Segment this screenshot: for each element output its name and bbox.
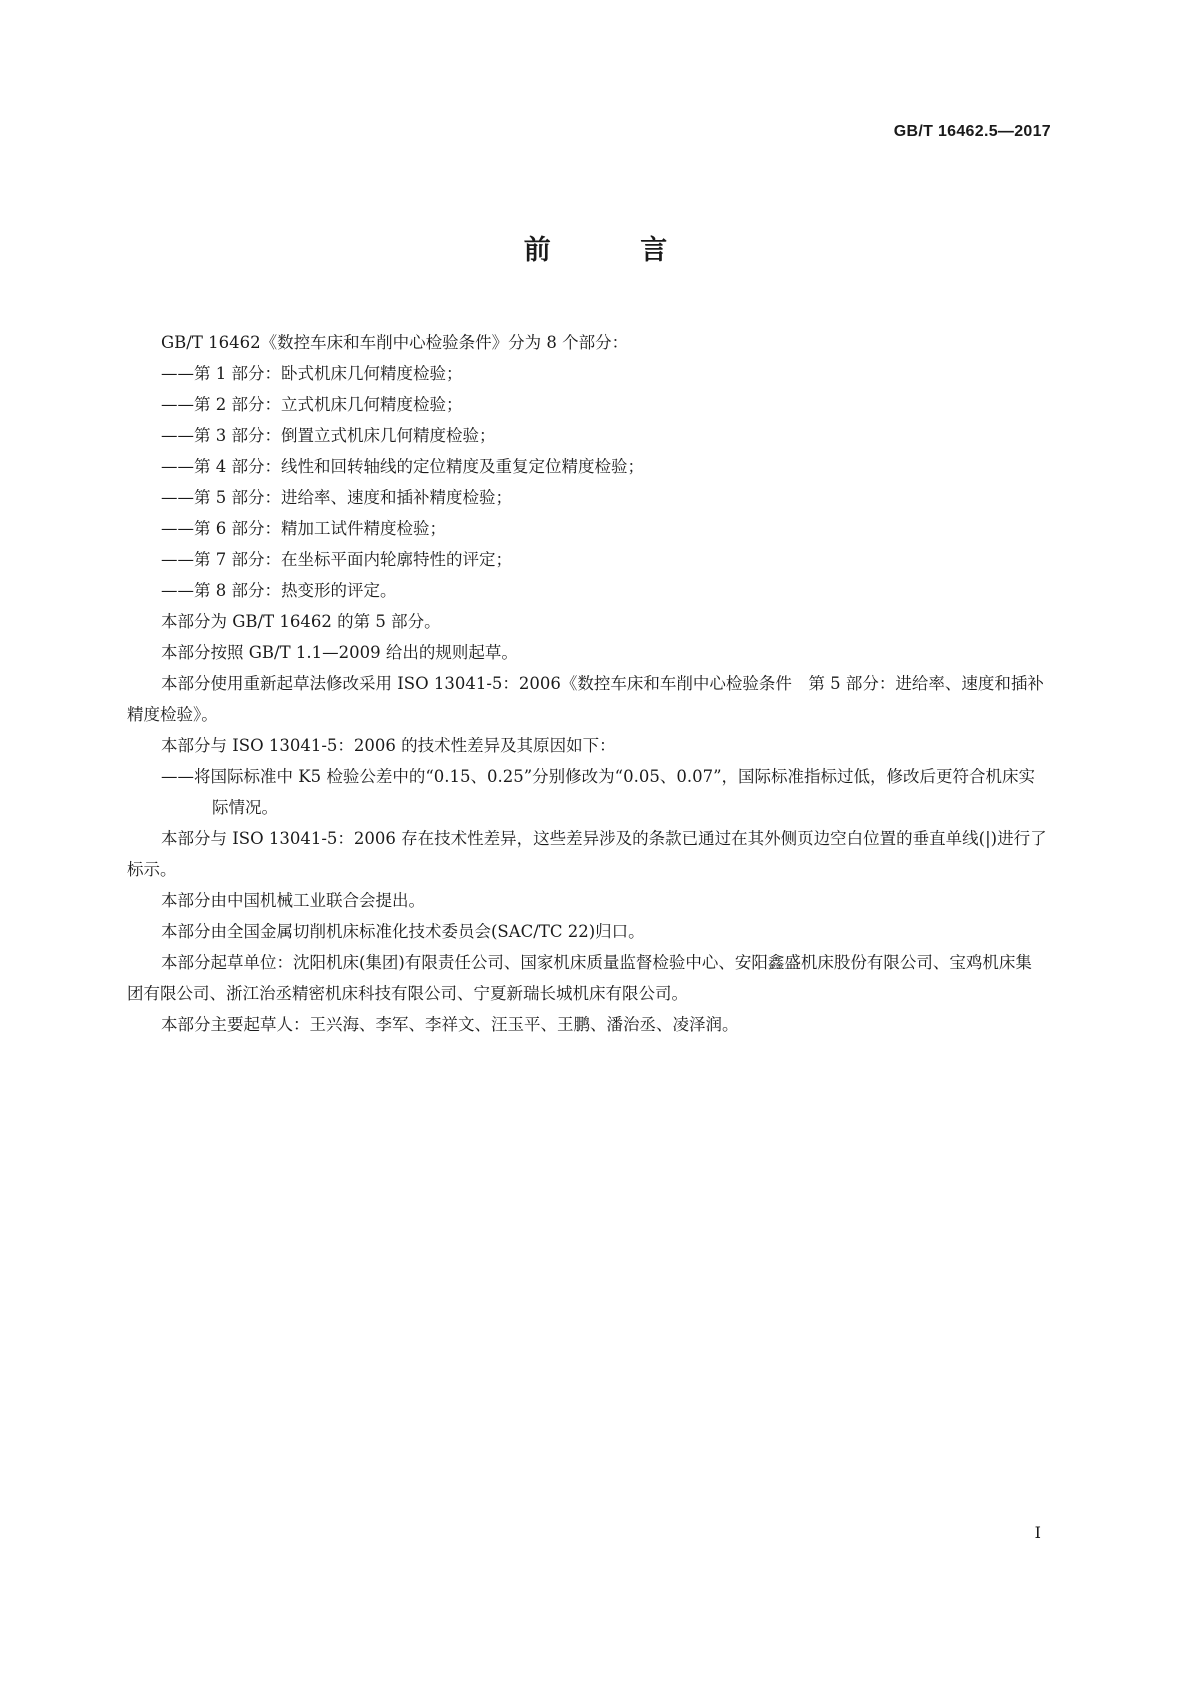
paragraph-proposer: 本部分由中国机械工业联合会提出。 [161,891,425,910]
list-item-part-8: ——第 8 部分：热变形的评定。 [161,581,397,600]
list-item-part-1: ——第 1 部分：卧式机床几何精度检验； [161,364,463,383]
paragraph-drafters: 本部分主要起草人：王兴海、李军、李祥文、汪玉平、王鹏、潘治丞、凌泽润。 [161,1015,739,1034]
paragraph-committee: 本部分由全国金属切削机床标准化技术委员会(SAC/TC 22)归口。 [161,922,645,941]
paragraph-drafting-units: 本部分起草单位：沈阳机床(集团)有限责任公司、国家机床质量监督检验中心、安阳鑫盛机床股份有限公司、宝鸡机床集团有限公司、浙江治丞精密机床科技有限公司、宁夏新瑞长城机床有限公司。 [127,953,1032,1003]
list-item-part-7: ——第 7 部分：在坐标平面内轮廓特性的评定； [161,550,512,569]
list-item-part-5: ——第 5 部分：进给率、速度和插补精度检验； [161,488,512,507]
list-item-part-3: ——第 3 部分：倒置立式机床几何精度检验； [161,426,496,445]
paragraph-intro: GB/T 16462《数控车床和车削中心检验条件》分为 8 个部分： [161,333,629,352]
list-item-part-2: ——第 2 部分：立式机床几何精度检验； [161,395,463,414]
page-number: I [1034,1523,1041,1542]
paragraph-part-statement: 本部分为 GB/T 16462 的第 5 部分。 [161,612,441,631]
page-title: 前 言 [523,235,708,266]
paragraph-differences-intro: 本部分与 ISO 13041-5：2006 的技术性差异及其原因如下： [161,736,616,755]
paragraph-drafting-rules: 本部分按照 GB/T 1.1—2009 给出的规则起草。 [161,643,518,662]
paragraph-differences-marking: 本部分与 ISO 13041-5：2006 存在技术性差异，这些差异涉及的条款已通过在其外侧页边空白位置的垂直单线(|)进行了标示。 [127,829,1047,879]
paragraph-adoption: 本部分使用重新起草法修改采用 ISO 13041-5：2006《数控车床和车削中心检验条件 第 5 部分：进给率、速度和插补精度检验》。 [127,674,1044,724]
list-item-part-4: ——第 4 部分：线性和回转轴线的定位精度及重复定位精度检验； [161,457,644,476]
list-item-difference: ——将国际标准中 K5 检验公差中的“0.15、0.25”分别修改为“0.05、0.07”，国际标准指标过低，修改后更符合机床实际情况。 [161,767,1036,817]
list-item-part-6: ——第 6 部分：精加工试件精度检验； [161,519,446,538]
document-body [127,327,1047,1040]
standard-number: GB/T 16462.5—2017 [893,123,1051,140]
